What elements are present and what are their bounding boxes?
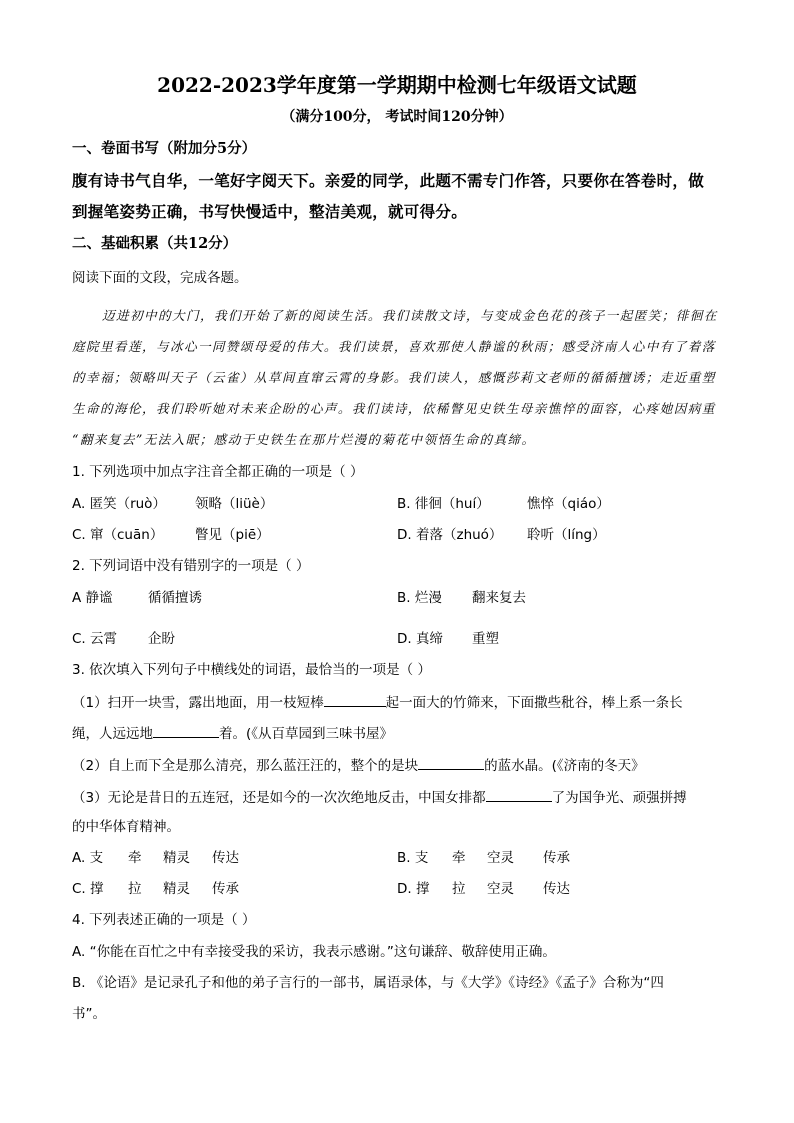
passage-line: 的幸福；领略叫天子（云雀）从草间直窜云霄的身影。我们读人，感慨莎莉文老师的循循擅诱；走近重塑 xyxy=(72,370,716,385)
passage-line: 生命的海伦，我们聆听她对未来企盼的心声。我们读诗，依稀瞥见史铁生母亲憔悴的面容，心疼她因病重 xyxy=(72,401,716,416)
q2-option-a: A 静谧 xyxy=(72,590,113,606)
q3-option-b-word: 牵 xyxy=(452,850,466,866)
q3-option-d: D. 撑 xyxy=(397,881,430,897)
q1-option-d: D. 着落（zhuó） xyxy=(397,527,503,543)
q3-option-d-word: 传达 xyxy=(543,881,570,897)
exam-title: 2022-2023学年度第一学期期中检测七年级语文试题 xyxy=(157,73,637,97)
q3-option-c-word: 拉 xyxy=(128,881,142,897)
q1-option-a-extra: 领略（liüè） xyxy=(195,496,274,512)
q3-sentence2 xyxy=(72,755,645,775)
q2-option-c: C. 云霄 xyxy=(72,631,118,647)
q2-option-a-extra: 循循擅诱 xyxy=(148,590,202,606)
passage-line: “翻来复去”无法入眠；感动于史铁生在那片烂漫的菊花中领悟生命的真缔。 xyxy=(72,432,536,447)
q1-option-d-extra: 聆听（líng） xyxy=(527,527,606,543)
section1-line1: 腹有诗书气自华，一笔好字阅天下。亲爱的同学，此题不需专门作答，只要你在答卷时，做 xyxy=(72,171,705,190)
q3-s1-part: （1）扫开一块雪，露出地面，用一枝短棒 xyxy=(72,695,324,711)
q3-option-c-word: 精灵 xyxy=(163,881,190,897)
q3-s1-part: 着。(《从百草园到三味书屋》 xyxy=(219,726,394,742)
q3-sentence3 xyxy=(72,787,687,807)
q1-option-b: B. 徘徊（huí） xyxy=(397,496,490,512)
q3-sentence1-cont xyxy=(72,723,393,743)
q3-blank-1[interactable] xyxy=(324,692,386,707)
q3-option-a-word: 传达 xyxy=(212,850,239,866)
q2-option-b-extra: 翻来复去 xyxy=(472,590,526,606)
q3-blank-4[interactable] xyxy=(486,787,552,802)
q3-option-d-word: 空灵 xyxy=(487,881,514,897)
q3-sentence1 xyxy=(72,692,683,712)
q3-option-a-word: 牵 xyxy=(128,850,142,866)
section2-intro: 阅读下面的文段，完成各题。 xyxy=(72,270,248,286)
exam-subtitle: （满分100分， 考试时间120分钟） xyxy=(281,109,513,125)
q3-option-a-word: 精灵 xyxy=(163,850,190,866)
q4-stem: 4. 下列表述正确的一项是（ ） xyxy=(72,912,256,928)
q3-stem: 3. 依次填入下列句子中横线处的词语，最恰当的一项是（ ） xyxy=(72,662,431,678)
q3-option-b-word: 传承 xyxy=(543,850,570,866)
q3-sentence3-cont: 的中华体育精神。 xyxy=(72,819,180,835)
section1-heading: 一、卷面书写（附加分5分） xyxy=(72,140,257,157)
q3-blank-2[interactable] xyxy=(153,723,219,738)
q1-option-c: C. 窜（cuān） xyxy=(72,527,164,543)
q3-option-c: C. 撑 xyxy=(72,881,104,897)
passage-line: 庭院里看莲，与冰心一同赞颂母爱的伟大。我们读景，喜欢那使人静谧的秋雨；感受济南人心中有了着落 xyxy=(72,339,716,354)
q3-option-b-word: 空灵 xyxy=(487,850,514,866)
q3-option-c-word: 传承 xyxy=(212,881,239,897)
q1-stem: 1. 下列选项中加点字注音全都正确的一项是（ ） xyxy=(72,464,364,480)
q3-s1-part: 绳，人远远地 xyxy=(72,726,153,742)
q2-option-c-extra: 企盼 xyxy=(148,631,175,647)
q3-s1-part: 起一面大的竹筛来，下面撒些秕谷，棒上系一条长 xyxy=(385,695,683,711)
q2-option-b: B. 烂漫 xyxy=(397,590,442,606)
q4-option-b-cont: 书”。 xyxy=(72,1006,106,1022)
q1-option-b-extra: 憔悴（qiáo） xyxy=(527,496,610,512)
section1-line2: 到握笔姿势正确，书写快慢适中，整洁美观，就可得分。 xyxy=(72,202,468,221)
q3-s2-part: 的蓝水晶。(《济南的冬天》 xyxy=(484,758,645,774)
q2-option-d: D. 真缔 xyxy=(397,631,443,647)
q3-s3-part: （3）无论是昔日的五连冠，还是如今的一次次绝地反击，中国女排都 xyxy=(72,790,486,806)
q3-s2-part: （2）自上而下全是那么清亮，那么蓝汪汪的，整个的是块 xyxy=(72,758,419,774)
passage-line: 迈进初中的大门，我们开始了新的阅读生活。我们读散文诗，与变成金色花的孩子一起匿笑；徘徊在 xyxy=(102,308,718,323)
q2-option-d-extra: 重塑 xyxy=(472,631,499,647)
q1-option-c-extra: 瞥见（piē） xyxy=(195,527,270,543)
q3-option-a: A. 支 xyxy=(72,850,104,866)
section2-heading: 二、基础积累（共12分） xyxy=(72,235,238,252)
q3-blank-3[interactable] xyxy=(418,755,484,770)
q4-option-b: B. 《论语》是记录孔子和他的弟子言行的一部书，属语录体，与《大学》《诗经》《孟子》合称为“四 xyxy=(72,975,664,991)
q2-stem: 2. 下列词语中没有错别字的一项是（ ） xyxy=(72,558,310,574)
q3-s3-part: 了为国争光、顽强拼搏 xyxy=(551,790,687,806)
q3-option-b: B. 支 xyxy=(397,850,429,866)
q1-option-a: A. 匿笑（ruò） xyxy=(72,496,166,512)
q4-option-a: A. “你能在百忙之中有幸接受我的采访，我表示感谢。”这句谦辞、敬辞使用正确。 xyxy=(72,944,556,960)
q3-option-d-word: 拉 xyxy=(452,881,466,897)
